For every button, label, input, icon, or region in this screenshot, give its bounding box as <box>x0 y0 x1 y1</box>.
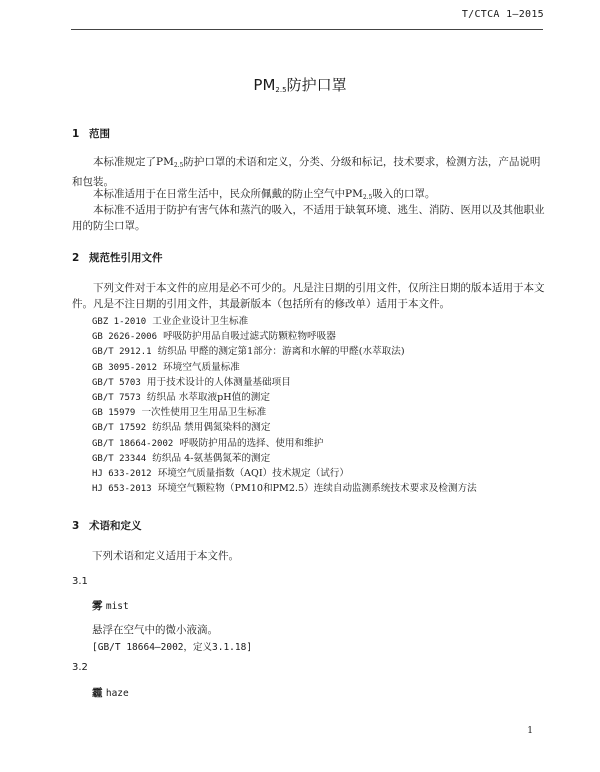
term-chinese: 霾 <box>92 687 103 699</box>
text: 本标准规定了PM <box>93 156 174 168</box>
standard-code: T/CTCA 1—2015 <box>461 9 544 20</box>
section-title: 规范性引用文件 <box>89 252 163 264</box>
page-number: 1 <box>527 726 533 736</box>
reference-item <box>92 420 477 435</box>
normative-intro: 下列文件对于本文件的应用是必不可少的。凡是注日期的引用文件，仅所注日期的版本适用于本文件。凡是不注日期的引用文件，其最新版本（包括所有的修改单）适用于本文件。 <box>72 282 545 310</box>
reference-title: 工业企业设计卫生标准 <box>152 316 249 327</box>
term-number: 3.1 <box>72 576 88 587</box>
term-heading <box>92 598 129 613</box>
reference-code: GB 3095-2012 <box>92 362 158 373</box>
reference-code: GB/T 7573 <box>92 392 141 403</box>
term-english: haze <box>105 688 129 699</box>
document-title <box>0 74 600 95</box>
reference-item <box>92 405 477 420</box>
subscript: 2.5 <box>362 194 373 201</box>
section-number: 1 <box>72 128 80 140</box>
section-1-heading <box>72 126 110 141</box>
reference-title: 纺织品 4-氨基偶氮苯的测定 <box>152 452 271 464</box>
reference-title: 呼吸防护用品自吸过滤式防颗粒物呼吸器 <box>163 331 336 343</box>
title-pm: PM <box>253 76 276 94</box>
reference-code: GB/T 23344 <box>92 453 147 464</box>
reference-code: GB/T 18664-2002 <box>92 438 174 449</box>
section-3-heading <box>72 518 142 533</box>
reference-title: 用于技术设计的人体测量基础项目 <box>146 376 291 388</box>
reference-item <box>92 436 477 451</box>
reference-code: HJ 653-2013 <box>92 484 152 495</box>
reference-title: 纺织品 禁用偶氮染料的测定 <box>152 422 271 434</box>
reference-item <box>92 375 477 390</box>
text: 本标准适用于在日常生活中，民众所佩戴的防止空气中PM <box>93 188 363 200</box>
reference-item <box>92 329 477 344</box>
terms-intro: 下列术语和定义适用于本文件。 <box>92 550 239 562</box>
reference-code: GB/T 2912.1 <box>92 347 152 358</box>
term-english: mist <box>105 601 129 612</box>
reference-item <box>92 481 477 496</box>
term-source: [GB/T 18664—2002，定义3.1.18] <box>92 642 253 653</box>
reference-item <box>92 344 477 359</box>
text: 吸入的口罩。 <box>372 188 436 200</box>
scope-paragraph-1 <box>72 154 550 190</box>
reference-title: 环境空气颗粒物（PM10和PM2.5）连续自动监测系统技术要求及检测方法 <box>157 483 477 495</box>
term-number: 3.2 <box>72 662 88 673</box>
section-title: 术语和定义 <box>89 520 142 532</box>
reference-title: 一次性使用卫生用品卫生标准 <box>141 407 267 419</box>
section-number: 2 <box>72 252 80 264</box>
reference-code: GB 15979 <box>92 408 136 419</box>
reference-item <box>92 390 477 405</box>
reference-title: 环境空气质量标准 <box>163 361 240 373</box>
term-definition: 悬浮在空气中的微小液滴。 <box>92 624 218 636</box>
reference-title: 纺织品 甲醛的测定第1部分：游离和水解的甲醛(水萃取法) <box>157 346 405 358</box>
reference-item <box>92 314 477 329</box>
reference-title: 纺织品 水萃取液pH值的测定 <box>146 391 270 403</box>
reference-list <box>92 314 477 496</box>
reference-code: HJ 633-2012 <box>92 468 152 479</box>
subscript: 2.5 <box>173 162 184 169</box>
scope-paragraph-3: 本标准不适用于防护有害气体和蒸汽的吸入，不适用于缺氧环境、逃生、消防、医用以及其他职业用的防尘口罩。 <box>72 204 545 232</box>
section-number: 3 <box>72 520 80 532</box>
reference-code: GB/T 5703 <box>92 377 141 388</box>
reference-code: GB/T 17592 <box>92 423 147 434</box>
text: 防护口罩的术语和定义，分类、分级和标记，技术要求，检测方法，产品说明和包装。 <box>72 156 541 188</box>
reference-item <box>92 451 477 466</box>
term-heading <box>92 685 129 700</box>
reference-title: 环境空气质量指数（AQI）技术规定（试行） <box>157 467 349 479</box>
section-2-heading <box>72 250 163 265</box>
title-rest: 防护口罩 <box>286 76 347 94</box>
reference-item <box>92 466 477 481</box>
reference-title: 呼吸防护用品的选择、使用和维护 <box>179 437 324 449</box>
header-rule <box>71 29 543 30</box>
reference-code: GBZ 1-2010 <box>92 317 147 327</box>
section-title: 范围 <box>89 128 110 140</box>
title-subscript: 2.5 <box>275 86 287 94</box>
reference-item <box>92 360 477 375</box>
term-chinese: 雾 <box>92 600 103 612</box>
reference-code: GB 2626-2006 <box>92 332 158 343</box>
